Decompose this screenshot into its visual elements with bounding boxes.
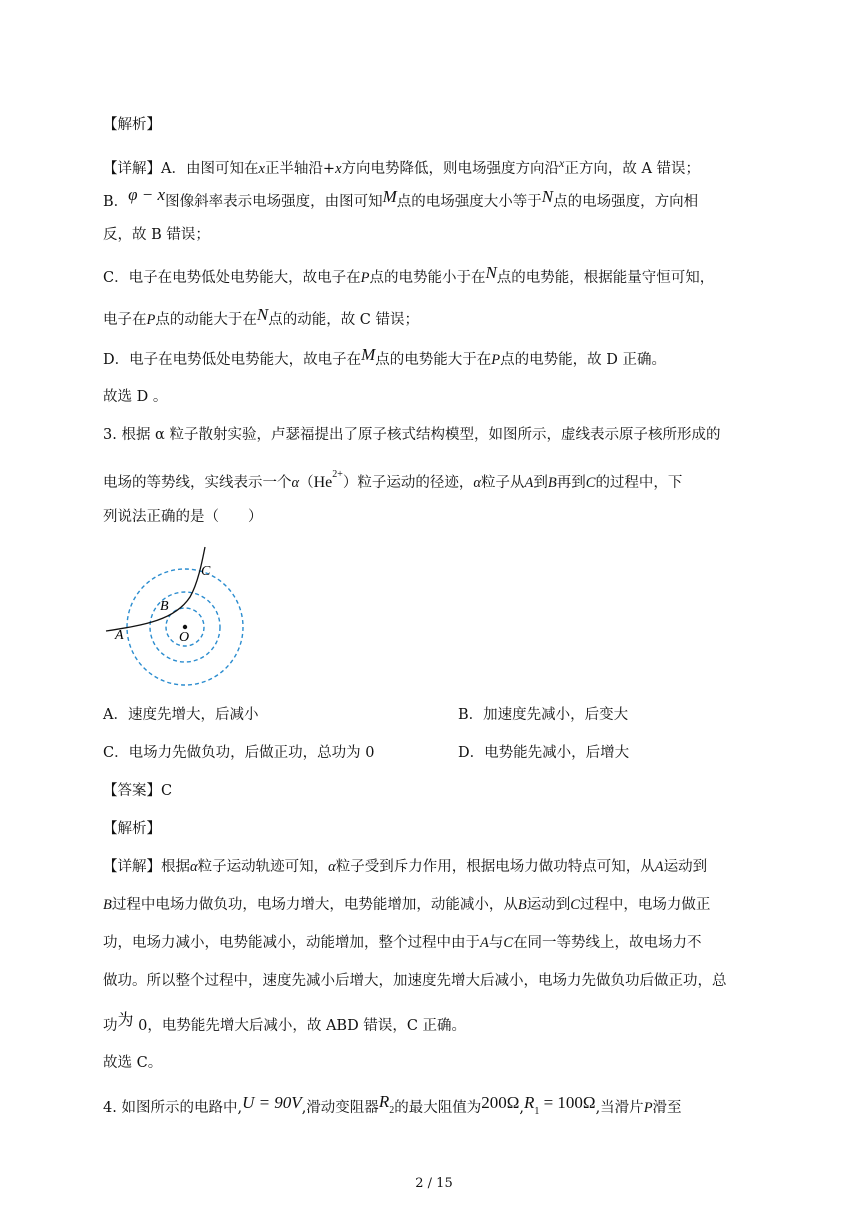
q4-stem: 4. 如图所示的电路中,U = 90V,滑动变阻器$R_2$的最大阻值为$200\Omega,R_1 = 100\Omega$,当滑片P滑至: [103, 1092, 682, 1117]
q2-choose: 故选 D 。: [103, 389, 168, 405]
q2-detail-d: D．电子在电势低处电势能大，故电子在M点的电势能大于在P点的电势能，故 D 正确。: [103, 345, 666, 368]
q3-option-b: B．加速度先减小，后变大: [458, 707, 629, 723]
nucleus-point: [183, 625, 187, 629]
analysis-heading: 【解析】: [103, 117, 161, 133]
q3-detail-2: B过程中电场力做负功，电场力增大，电势能增加，动能减小，从B运动到C过程中，电场力做正: [103, 897, 711, 913]
q3-choose: 故选 C。: [103, 1055, 163, 1071]
q2-detail-c-cont: 电子在P点的动能大于在N点的动能，故 C 错误；: [103, 305, 420, 328]
q3-detail-1: 【详解】根据α粒子运动轨迹可知，α粒子受到斥力作用，根据电场力做功特点可知，从A运动到: [103, 859, 708, 875]
q3-detail-4: 做功。所以整个过程中，速度先减小后增大，加速度先增大后减小，电场力先做负功后做正功，总: [103, 973, 727, 989]
label-b: B: [160, 599, 169, 614]
q3-stem-1: 3. 根据 α 粒子散射实验，卢瑟福提出了原子核式结构模型，如图所示，虚线表示原子核所形成的: [103, 427, 721, 443]
q3-stem-2: 电场的等势线，实线表示一个$\alpha(He^{2+})$粒子运动的径迹，α粒子从A到B再到C的过程中，下: [103, 469, 683, 491]
q3-answer: 【答案】C: [103, 783, 173, 799]
q2-detail-c: C．电子在电势低处电势能大，故电子在P点的电势能小于在N点的电势能，根据能量守恒可知，: [103, 263, 715, 286]
label-o: O: [179, 630, 190, 645]
q3-option-c: C．电场力先做负功，后做正功，总功为 0: [103, 745, 375, 761]
q3-stem-3: 列说法正确的是（ ）: [103, 509, 263, 525]
label-a: A: [115, 628, 124, 643]
q3-detail-3: 功，电场力减小，电势能减小，动能增加，整个过程中由于A与C在同一等势线上，故电场力不: [103, 935, 702, 951]
q2-detail-a: 【详解】A．由图可知在x正半轴沿+x方向电势降低，则电场强度方向沿$^x$正方向，故 A 错误；: [103, 156, 701, 177]
q3-detail-5: 功为 0，电势能先增大后减小，故 ABD 错误，C 正确。: [103, 1010, 467, 1034]
q3-analysis-heading: 【解析】: [103, 821, 161, 837]
q2-detail-b: B．φ − x图像斜率表示电场强度，由图可知M点的电场强度大小等于N点的电场强度，方向相: [103, 185, 699, 210]
label-c: C: [201, 564, 211, 579]
q3-option-d: D．电势能先减小，后增大: [458, 745, 630, 761]
page-number: 2 / 15: [415, 1176, 453, 1191]
q3-option-a: A．速度先增大，后减小: [103, 707, 259, 723]
alpha-trajectory: [106, 547, 205, 631]
q2-detail-b-cont: 反，故 B 错误；: [103, 227, 210, 243]
alpha-scattering-diagram: [100, 540, 280, 690]
